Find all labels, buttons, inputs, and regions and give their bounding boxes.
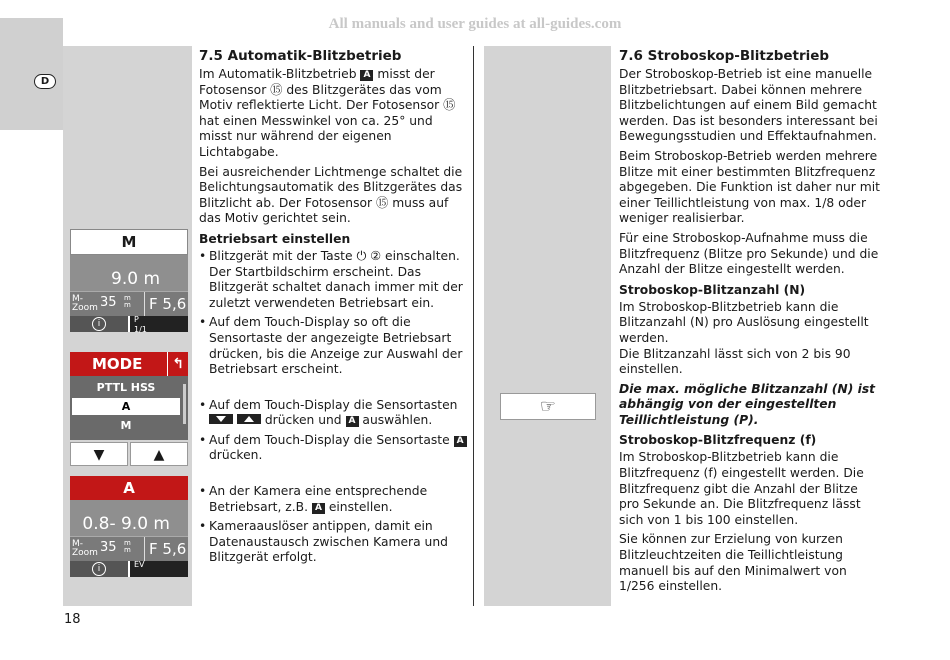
distance-readout: 9.0 m xyxy=(70,255,188,291)
right-text-column xyxy=(619,47,881,599)
mode-a-key-icon: A xyxy=(360,70,373,81)
info-button[interactable] xyxy=(70,561,128,577)
arrow-down-key-icon xyxy=(209,414,233,424)
instruction-list-3 xyxy=(199,484,467,566)
list-item: • Kameraauslöser antippen, damit ein Datenaustausch zwischen Kamera und Blitzgerät erfolgt. xyxy=(199,519,467,566)
zoom-value: 35 xyxy=(100,295,117,310)
note-text: Die max. mögliche Blitzanzahl (N) ist abhängig von der eingestellten Teillichtleistung (P). xyxy=(619,381,876,427)
paragraph: Im Stroboskop-Blitzbetrieb kann die Blitzanzahl (N) pro Auslösung eingestellt werden. xyxy=(619,299,869,345)
subheading-blitzanzahl: Stroboskop-Blitzanzahl (N) xyxy=(619,282,806,297)
arrow-down-button[interactable]: ▼ xyxy=(70,442,128,466)
mode-indicator: A xyxy=(70,476,188,500)
ev-label: EV xyxy=(134,560,145,569)
fstop-readout: F 5,6 xyxy=(144,537,188,561)
mode-a-key-icon: A xyxy=(454,436,467,447)
mode-list xyxy=(70,376,188,440)
mode-list-scrollbar[interactable] xyxy=(183,384,186,424)
paragraph: Bei ausreichender Lichtmenge schaltet die Belichtungsautomatik des Blitzgerätes das Blitzlicht ab. Der Fotosensor ⑮ muss auf das Motiv gerichtet sein. xyxy=(199,164,463,226)
section-heading-7-5: 7.5 Automatik-Blitzbetrieb xyxy=(199,48,402,64)
zoom-unit: m m xyxy=(124,294,131,309)
zoom-unit: m m xyxy=(124,539,131,554)
paragraph: Sie können zur Erzielung von kurzen Blitzleuchtzeiten die Teillichtleistung manuell bis auf den Minimalwert von 1/256 einstellen. xyxy=(619,532,847,594)
fstop-readout: F 5,6 xyxy=(144,292,188,316)
info-icon: i xyxy=(92,317,106,331)
arrow-up-button[interactable]: ▲ xyxy=(130,442,188,466)
instruction-list-1 xyxy=(199,249,467,378)
right-margin-column xyxy=(484,46,611,606)
column-divider xyxy=(473,46,474,606)
arrow-buttons xyxy=(70,442,188,466)
mode-menu-header xyxy=(70,352,188,376)
subheading-blitzfrequenz: Stroboskop-Blitzfrequenz (f) xyxy=(619,433,817,448)
paragraph: Im Automatik-Blitzbetrieb A misst der Fotosensor ⑮ des Blitzgerätes das vom Motiv reflektierte Licht. Der Fotosensor ⑮ hat einen Messwinkel von ca. 25° und misst nur während der eigenen Lichtabgabe. xyxy=(199,67,456,159)
zoom-label: M- xyxy=(72,294,84,304)
watermark: All manuals and user guides at all-guides.com xyxy=(328,16,622,32)
mode-menu-title: MODE xyxy=(92,355,143,373)
list-item: • Auf dem Touch-Display die Sensortasten drücken und A auswählen. xyxy=(199,398,467,429)
arrow-up-key-icon xyxy=(237,414,261,424)
paragraph: Beim Stroboskop-Betrieb werden mehrere Blitze mit einer bestimmten Blitzfrequenz abgegeben. Die Funktion ist daher nur mit einer Teillichtleistung von max. 1/8 oder weniger realisierbar. xyxy=(619,148,880,226)
ev-box[interactable] xyxy=(130,561,188,577)
left-text-column xyxy=(199,47,467,570)
power-label: P xyxy=(134,315,139,324)
page-number: 18 xyxy=(64,612,81,627)
list-item: • Auf dem Touch-Display die Sensortaste A drücken. xyxy=(199,433,467,464)
zoom-fstop-row xyxy=(70,291,188,316)
list-item: • Blitzgerät mit der Taste ⏻ ② einschalten. Der Startbildschirm erscheint. Das Blitzgerät schaltet danach immer mit der zuletzt verwendeten Betriebsart ein. xyxy=(199,249,467,311)
subheading-betriebsart: Betriebsart einstellen xyxy=(199,231,351,246)
zoom-fstop-row xyxy=(70,536,188,561)
mode-option-pttl-hss[interactable]: PTTL HSS xyxy=(96,381,156,394)
power-icon: ⏻ xyxy=(356,248,367,263)
zoom-label-2: Zoom xyxy=(72,548,98,558)
power-value: 1/1 xyxy=(134,325,147,334)
display-manual-mode xyxy=(70,229,188,332)
display-mode-select xyxy=(70,352,188,466)
paragraph: Für eine Stroboskop-Aufnahme muss die Blitzfrequenz (Blitze pro Sekunde) und die Anzahl der Blitze eingestellt werden. xyxy=(619,230,879,277)
mode-a-key-icon: A xyxy=(346,416,359,427)
display-auto-mode xyxy=(70,476,188,577)
mode-option-a[interactable]: A xyxy=(72,398,180,415)
paragraph: Im Stroboskop-Blitzbetrieb kann die Blitzfrequenz (f) eingestellt werden. Die Blitzfrequenz gibt die Anzahl der Blitze pro Sekunde an. Die Blitzfrequenz lässt sich von 1 bis 100 einstellen. xyxy=(619,450,864,527)
zoom-readout xyxy=(70,537,144,561)
zoom-label: M- xyxy=(72,539,84,549)
zoom-label-2: Zoom xyxy=(72,303,98,313)
mode-option-m[interactable]: M xyxy=(120,419,132,432)
mode-indicator: M xyxy=(70,229,188,255)
paragraph: Die Blitzanzahl lässt sich von 2 bis 90 einstellen. xyxy=(619,346,851,377)
zoom-value: 35 xyxy=(100,540,117,555)
paragraph: Der Stroboskop-Betrieb ist eine manuelle Blitzbetriebsart. Dabei können mehrere Blitzbelichtungen auf einem Bild gemacht werden. Das ist besonders interessant bei Bewegungsstudien und Effektaufnahmen. xyxy=(619,67,878,144)
status-row xyxy=(70,561,188,577)
zoom-readout xyxy=(70,292,144,316)
power-level-box[interactable] xyxy=(130,316,188,332)
distance-range-readout: 0.8- 9.0 m xyxy=(70,500,188,536)
list-item: • Auf dem Touch-Display so oft die Sensortaste der angezeigte Betriebsart drücken, bis die Anzeige zur Auswahl der Betriebsart erscheint. xyxy=(199,315,467,377)
language-tab xyxy=(0,18,63,130)
back-icon[interactable]: ↰ xyxy=(167,352,184,376)
info-button[interactable] xyxy=(70,316,128,332)
mode-a-key-icon: A xyxy=(312,503,325,514)
language-badge: D xyxy=(34,74,56,89)
instruction-list-2 xyxy=(199,398,467,464)
info-icon: i xyxy=(92,562,106,576)
section-heading-7-6: 7.6 Stroboskop-Blitzbetrieb xyxy=(619,48,830,64)
pointing-hand-icon: ☞ xyxy=(500,393,596,420)
list-item: • An der Kamera eine entsprechende Betriebsart, z.B. A einstellen. xyxy=(199,484,467,515)
status-row xyxy=(70,316,188,332)
